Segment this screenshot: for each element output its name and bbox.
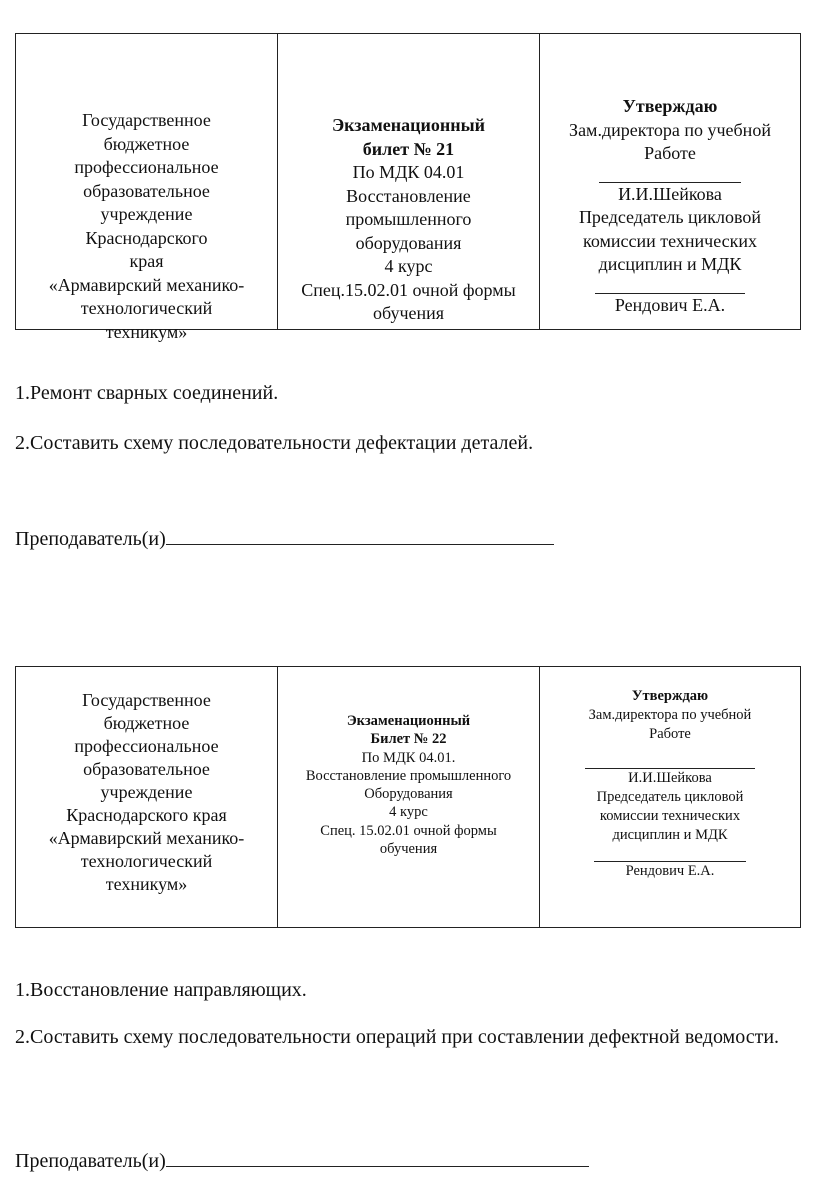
- deputy-name: И.И.Шейкова: [618, 183, 722, 204]
- institution-line: технологический: [80, 298, 213, 318]
- approve-heading: Утверждаю: [631, 688, 709, 704]
- teacher-signature-line: [166, 526, 554, 545]
- ticket-info-cell: [278, 34, 540, 329]
- institution-line: учреждение: [100, 204, 193, 224]
- institution-line: края: [129, 251, 164, 271]
- chair-line: комиссии технических: [583, 230, 757, 251]
- institution-line: техникум»: [105, 321, 188, 342]
- institution-line: Государственное: [82, 690, 211, 710]
- ticket-detail: По МДК 04.01: [352, 162, 465, 182]
- ticket-detail: Восстановление промышленного: [305, 767, 512, 784]
- chair-line: Председатель цикловой: [596, 789, 744, 805]
- institution-line: Краснодарского: [85, 227, 208, 248]
- teacher-signature-row: [15, 1148, 589, 1173]
- institution-line: образовательное: [83, 759, 210, 779]
- question-2: 2.Составить схему последовательности дефектации деталей.: [15, 432, 534, 454]
- exam-ticket-22-header: [15, 666, 801, 928]
- teacher-label: Преподаватель(и): [15, 1150, 166, 1172]
- institution-cell: [16, 667, 278, 927]
- institution-line: бюджетное: [103, 713, 190, 733]
- ticket-detail: По МДК 04.01.: [361, 749, 456, 766]
- ticket-detail: Оборудования: [364, 786, 453, 803]
- ticket-detail: 4 курс: [384, 256, 433, 276]
- institution-line: «Армавирский механико-: [48, 828, 245, 848]
- deputy-name: И.И.Шейкова: [628, 770, 712, 786]
- ticket-info-cell: [278, 667, 540, 927]
- ticket-detail: 4 курс: [389, 804, 428, 821]
- institution-cell: [16, 34, 278, 342]
- question-1: 1.Ремонт сварных соединений.: [15, 382, 279, 404]
- chair-line: дисциплин и МДК: [612, 827, 728, 843]
- institution-line: техникум»: [105, 874, 188, 894]
- chair-line: дисциплин и МДК: [598, 254, 742, 274]
- chair-name: Рендович Е.А.: [625, 863, 715, 879]
- ticket-title: Экзаменационный: [346, 713, 471, 729]
- institution-line: образовательное: [83, 180, 210, 201]
- ticket-detail: обучения: [379, 841, 438, 858]
- ticket-number: билет № 21: [362, 138, 455, 159]
- approve-line: Зам.директора по учебной: [588, 707, 752, 723]
- chair-line: комиссии технических: [599, 808, 741, 824]
- chair-name: Рендович Е.А.: [614, 294, 726, 315]
- institution-line: профессиональное: [74, 736, 219, 756]
- teacher-signature-line: [166, 1148, 589, 1167]
- institution-line: технологический: [80, 851, 213, 871]
- ticket-number: Билет № 22: [370, 731, 447, 748]
- ticket-title: Экзаменационный: [331, 115, 486, 135]
- ticket-detail: Восстановление: [346, 185, 471, 206]
- teacher-signature-row: [15, 526, 554, 551]
- question-2: 2.Составить схему последовательности операций при составлении дефектной ведомости.: [15, 1026, 780, 1048]
- approval-cell: [540, 667, 800, 927]
- ticket-detail: промышленного: [345, 209, 472, 229]
- institution-line: бюджетное: [103, 133, 190, 154]
- ticket-detail: обучения: [372, 303, 445, 323]
- institution-line: Краснодарского края: [66, 805, 227, 825]
- institution-line: профессиональное: [74, 157, 219, 177]
- ticket-detail: оборудования: [355, 232, 462, 253]
- approve-heading: Утверждаю: [622, 96, 718, 116]
- question-1: 1.Восстановление направляющих.: [15, 979, 307, 1001]
- chair-line: Председатель цикловой: [578, 207, 762, 227]
- approve-line: Работе: [649, 726, 691, 742]
- ticket-detail: Спец. 15.02.01 очной формы: [320, 822, 497, 839]
- teacher-label: Преподаватель(и): [15, 528, 166, 550]
- institution-line: Государственное: [82, 110, 211, 130]
- institution-line: «Армавирский механико-: [48, 274, 245, 295]
- exam-ticket-21-header: [15, 33, 801, 342]
- approve-line: Работе: [644, 143, 696, 163]
- ticket-detail: Спец.15.02.01 очной формы: [301, 279, 516, 300]
- approve-line: Зам.директора по учебной: [569, 119, 771, 140]
- institution-line: учреждение: [100, 782, 193, 802]
- approval-cell: [540, 34, 800, 329]
